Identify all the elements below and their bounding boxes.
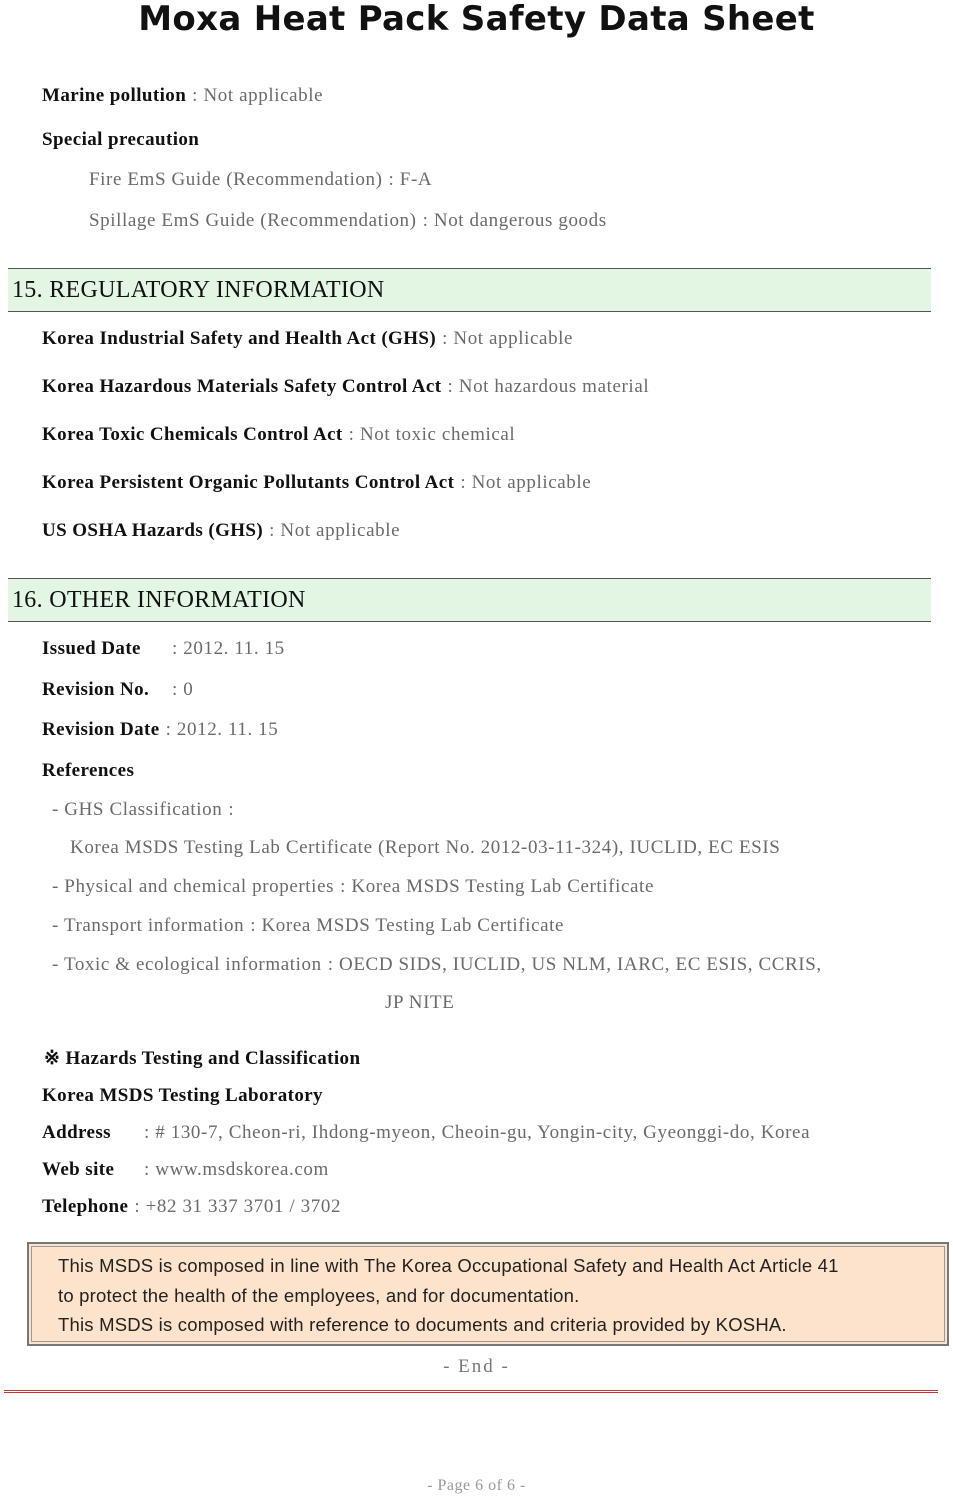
spillage-ems-row: Spillage EmS Guide (Recommendation) : Not dangerous goods (89, 210, 607, 231)
issued-date-value: 2012. 11. 15 (183, 638, 285, 659)
reference-ghs-value: Korea MSDS Testing Lab Certificate (Report No. 2012-03-11-324), IUCLID, EC ESIS (70, 837, 781, 858)
reference-physical-label: Physical and chemical properties (64, 876, 335, 897)
reference-item: - Physical and chemical properties : Korea MSDS Testing Lab Certificate (52, 876, 654, 897)
marine-pollution-label: Marine pollution (42, 85, 187, 106)
reference-toxic-value: OECD SIDS, IUCLID, US NLM, IARC, EC ESIS, CCRIS, (339, 954, 822, 975)
msds-notice-box (27, 1242, 949, 1346)
section-15-header (8, 268, 931, 312)
reference-toxic-label: Toxic & ecological information (63, 954, 322, 975)
reference-ghs-label: GHS Classification (64, 799, 223, 820)
section-16-header (8, 578, 931, 622)
reference-item: - Transport information : Korea MSDS Testing Lab Certificate (52, 915, 565, 936)
reference-item-cont (385, 991, 454, 1015)
regulatory-item: Korea Persistent Organic Pollutants Control Act : Not applicable (42, 472, 592, 493)
reference-item-cont (70, 836, 780, 860)
references-heading (42, 759, 134, 783)
address-value: # 130-7, Cheon-ri, Ihdong-myeon, Cheoin-gu, Yongin-city, Gyeonggi-do, Korea (155, 1122, 811, 1143)
regulatory-item-value: Not applicable (280, 520, 401, 541)
address-label: Address (42, 1122, 111, 1143)
hazards-testing-heading (44, 1047, 360, 1071)
special-precaution-label: Special precaution (42, 129, 200, 150)
address-row: Address : # 130-7, Cheon-ri, Ihdong-myeon, Cheoin-gu, Yongin-city, Gyeonggi-do, Korea (42, 1122, 811, 1143)
revision-date-label: Revision Date (42, 719, 160, 740)
reference-item: - Toxic & ecological information : OECD SIDS, IUCLID, US NLM, IARC, EC ESIS, CCRIS, (52, 954, 822, 975)
telephone-row: Telephone : +82 31 337 3701 / 3702 (42, 1196, 342, 1217)
section-15-title: 15. REGULATORY INFORMATION (12, 277, 385, 303)
marine-pollution-row: Marine pollution : Not applicable (42, 85, 324, 106)
regulatory-item-value: Not applicable (471, 472, 592, 493)
document-title: Moxa Heat Pack Safety Data Sheet (138, 0, 815, 39)
regulatory-item-label: Korea Persistent Organic Pollutants Control Act (42, 472, 455, 493)
regulatory-item: Korea Toxic Chemicals Control Act : Not toxic chemical (42, 424, 516, 445)
lab-name-label: Korea MSDS Testing Laboratory (42, 1085, 323, 1106)
section-16-title: 16. OTHER INFORMATION (12, 587, 306, 613)
fire-ems-label: Fire EmS Guide (Recommendation) (89, 169, 383, 190)
end-mark: - End - (443, 1356, 510, 1377)
spillage-ems-value: Not dangerous goods (433, 210, 607, 231)
telephone-value: +82 31 337 3701 / 3702 (145, 1196, 342, 1217)
regulatory-item-label: Korea Toxic Chemicals Control Act (42, 424, 343, 445)
notice-line: This MSDS is composed with reference to documents and criteria provided by KOSHA. (58, 1314, 787, 1335)
regulatory-item-label: Korea Hazardous Materials Safety Control Act (42, 376, 442, 397)
page-footer: - Page 6 of 6 - (427, 1477, 526, 1494)
special-precaution-heading (42, 128, 199, 152)
hazards-testing-label: ※ Hazards Testing and Classification (44, 1048, 361, 1069)
regulatory-item-value: Not hazardous material (458, 376, 650, 397)
website-label: Web site (42, 1159, 115, 1180)
revision-no-row: Revision No. : 0 (42, 679, 194, 700)
reference-transport-value: Korea MSDS Testing Lab Certificate (261, 915, 565, 936)
website-row: Web site : www.msdskorea.com (42, 1159, 329, 1180)
revision-date-row: Revision Date : 2012. 11. 15 (42, 719, 279, 740)
spillage-ems-label: Spillage EmS Guide (Recommendation) (89, 210, 417, 231)
revision-date-value: 2012. 11. 15 (176, 719, 279, 740)
fire-ems-value: F-A (399, 169, 433, 190)
telephone-label: Telephone (42, 1196, 129, 1217)
references-label: References (42, 760, 135, 781)
notice-line: to protect the health of the employees, and for documentation. (58, 1285, 580, 1306)
notice-line: This MSDS is composed in line with The Korea Occupational Safety and Health Act Article 41 (58, 1255, 839, 1276)
revision-no-value: 0 (183, 679, 194, 700)
fire-ems-row: Fire EmS Guide (Recommendation) : F-A (89, 169, 433, 190)
regulatory-item-value: Not applicable (453, 328, 574, 349)
regulatory-item: Korea Hazardous Materials Safety Control Act : Not hazardous material (42, 376, 650, 397)
regulatory-item: Korea Industrial Safety and Health Act (GHS) : Not applicable (42, 328, 574, 349)
lab-name (42, 1084, 323, 1108)
reference-physical-value: Korea MSDS Testing Lab Certificate (351, 876, 654, 897)
regulatory-item: US OSHA Hazards (GHS) : Not applicable (42, 520, 401, 541)
marine-pollution-value: Not applicable (203, 85, 324, 106)
reference-item: - GHS Classification : (52, 799, 234, 820)
reference-transport-label: Transport information (63, 915, 245, 936)
issued-date-row: Issued Date : 2012. 11. 15 (42, 638, 285, 659)
website-link[interactable]: www.msdskorea.com (155, 1159, 329, 1180)
revision-no-label: Revision No. (42, 679, 150, 700)
regulatory-item-label: US OSHA Hazards (GHS) (42, 520, 264, 541)
regulatory-item-label: Korea Industrial Safety and Health Act (GHS) (42, 328, 437, 349)
reference-toxic-value-cont: JP NITE (385, 992, 455, 1013)
issued-date-label: Issued Date (42, 638, 141, 659)
divider-rule (4, 1390, 938, 1393)
regulatory-item-value: Not toxic chemical (359, 424, 516, 445)
